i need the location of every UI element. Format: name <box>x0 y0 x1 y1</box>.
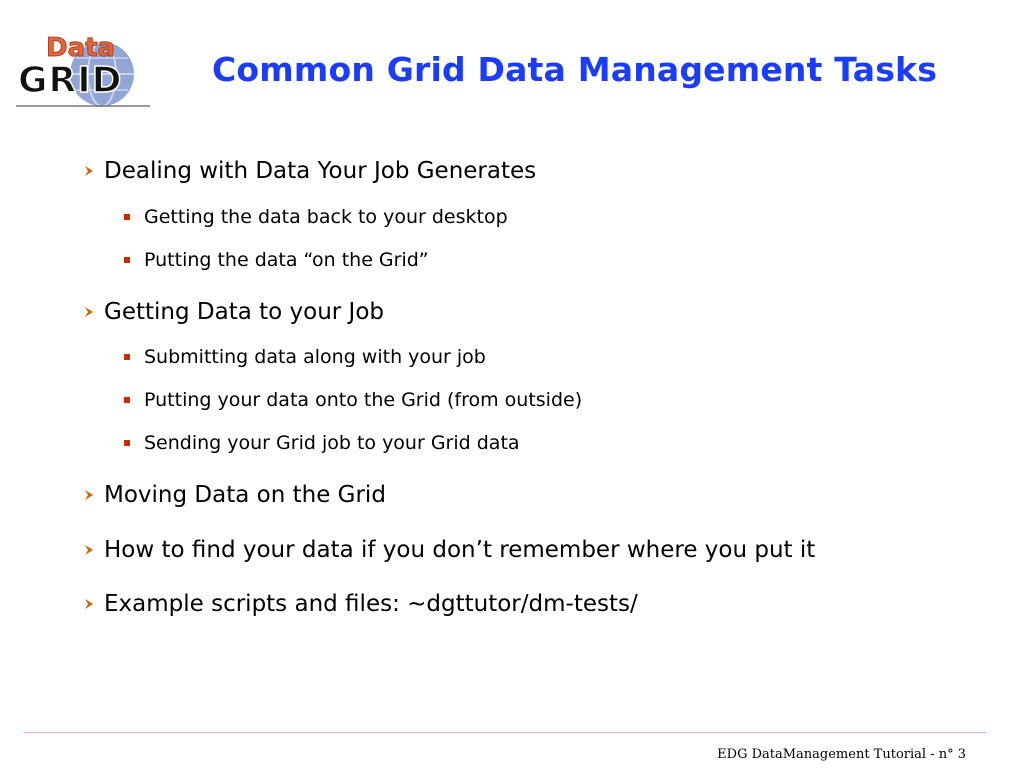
logo-data-text: Data <box>46 33 116 63</box>
square-bullet-icon <box>124 257 130 263</box>
square-bullet-icon <box>124 214 130 220</box>
datagrid-logo-graphic <box>14 30 156 112</box>
bullet-text: Example scripts and files: ~dgttutor/dm-tests/ <box>104 591 638 617</box>
bullet-item <box>82 158 536 184</box>
square-bullet-icon <box>124 354 130 360</box>
sub-bullet-item <box>124 389 582 411</box>
arrow-bullet-icon <box>82 305 96 319</box>
sub-bullet-item <box>124 249 429 271</box>
sub-bullet-text: Submitting data along with your job <box>144 346 486 368</box>
sub-bullet-item <box>124 346 486 368</box>
footer-divider <box>24 732 986 733</box>
bullet-text: How to find your data if you don’t remember where you put it <box>104 537 816 563</box>
bullet-item <box>82 591 638 617</box>
sub-bullet-item <box>124 432 520 454</box>
square-bullet-icon <box>124 440 130 446</box>
datagrid-logo <box>14 30 156 112</box>
square-bullet-icon <box>124 397 130 403</box>
sub-bullet-text: Putting your data onto the Grid (from outside) <box>144 389 583 411</box>
arrow-bullet-icon <box>82 488 96 502</box>
sub-bullet-text: Putting the data “on the Grid” <box>144 249 429 271</box>
arrow-bullet-icon <box>82 543 96 557</box>
sub-bullet-text: Sending your Grid job to your Grid data <box>144 432 520 454</box>
bullet-text: Getting Data to your Job <box>104 299 384 325</box>
bullet-item <box>82 482 386 508</box>
bullet-item <box>82 299 384 325</box>
bullet-text: Moving Data on the Grid <box>104 482 386 508</box>
sub-bullet-text: Getting the data back to your desktop <box>144 206 508 228</box>
bullet-item <box>82 537 815 563</box>
sub-bullet-item <box>124 206 508 228</box>
logo-grid-text: GRID <box>18 60 123 101</box>
slide-title: Common Grid Data Management Tasks <box>212 50 938 89</box>
arrow-bullet-icon <box>82 597 96 611</box>
bullet-text: Dealing with Data Your Job Generates <box>104 158 537 184</box>
arrow-bullet-icon <box>82 164 96 178</box>
footer-text: EDG DataManagement Tutorial - n° 3 <box>717 747 966 762</box>
